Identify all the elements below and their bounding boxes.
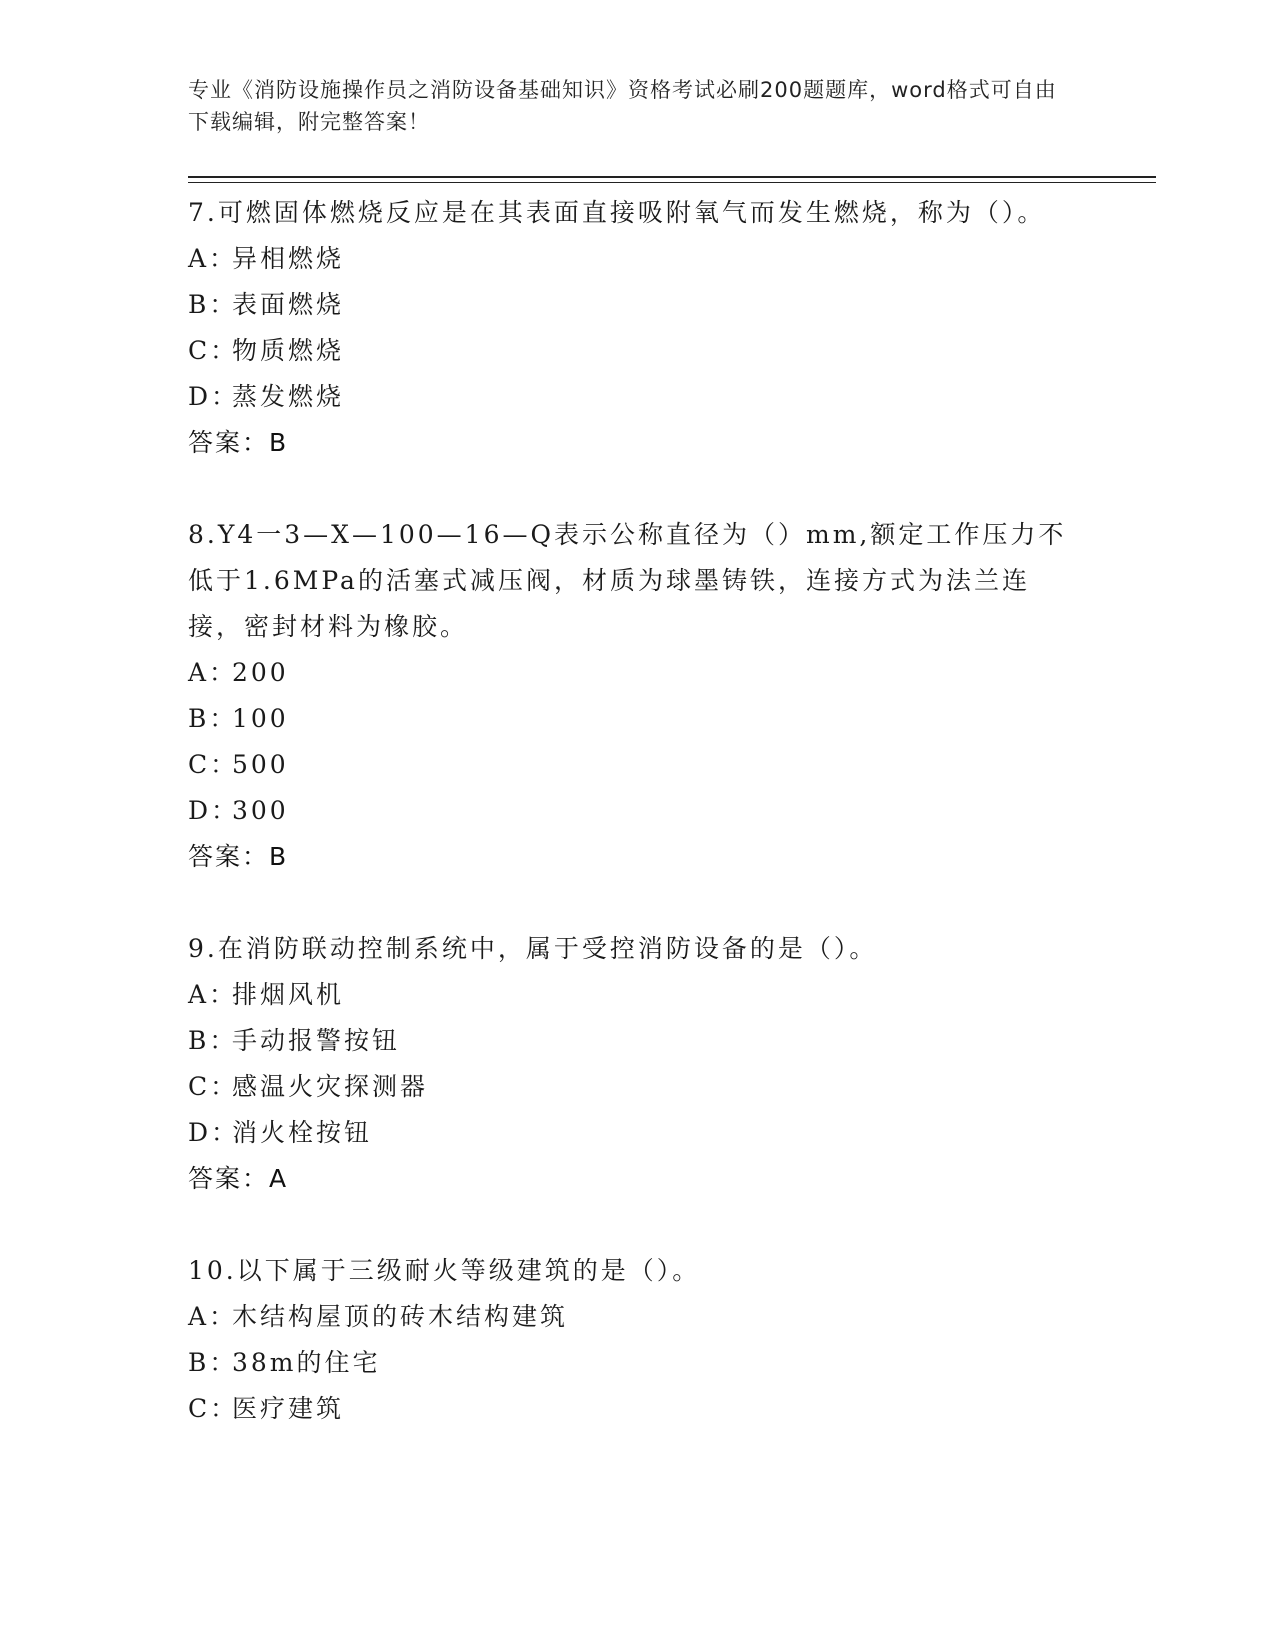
- option-text: 消火栓按钮: [232, 1118, 373, 1147]
- question-10: [188, 1248, 1068, 1432]
- header-divider-thick: [188, 176, 1156, 178]
- option-key: B：: [188, 1026, 238, 1055]
- option-b: [188, 696, 1068, 742]
- option-c: [188, 1064, 1068, 1110]
- option-key: C：: [188, 336, 239, 365]
- option-d: [188, 788, 1068, 834]
- option-text: 感温火灾探测器: [232, 1072, 429, 1101]
- option-text: 医疗建筑: [232, 1394, 345, 1423]
- option-text: 蒸发燃烧: [232, 382, 345, 411]
- spacer: [188, 1202, 1068, 1248]
- option-a: [188, 972, 1068, 1018]
- option-text: 500: [232, 750, 289, 779]
- option-text: 异相燃烧: [232, 244, 345, 273]
- option-text: 200: [232, 658, 289, 687]
- option-text: 手动报警按钮: [232, 1026, 401, 1055]
- question-7: [188, 190, 1068, 466]
- option-key: D：: [188, 1118, 240, 1147]
- answer-line: 答案：A: [188, 1164, 289, 1193]
- option-text: 100: [232, 704, 289, 733]
- option-key: C：: [188, 1394, 239, 1423]
- option-text: 排烟风机: [232, 980, 345, 1009]
- option-key: A：: [188, 658, 238, 687]
- option-key: D：: [188, 796, 240, 825]
- option-text: 38m的住宅: [232, 1348, 381, 1377]
- option-text: 木结构屋顶的砖木结构建筑: [232, 1302, 569, 1331]
- option-a: [188, 650, 1068, 696]
- option-key: C：: [188, 750, 239, 779]
- option-key: A：: [188, 244, 238, 273]
- option-c: [188, 1386, 1068, 1432]
- answer-line: 答案：B: [188, 842, 289, 871]
- option-c: [188, 328, 1068, 374]
- option-b: [188, 1340, 1068, 1386]
- option-key: A：: [188, 1302, 238, 1331]
- option-key: B：: [188, 290, 238, 319]
- option-key: A：: [188, 980, 238, 1009]
- question-list: [188, 190, 1068, 1432]
- option-key: B：: [188, 704, 238, 733]
- spacer: [188, 466, 1068, 512]
- option-b: [188, 282, 1068, 328]
- option-key: B：: [188, 1348, 238, 1377]
- question-8: [188, 512, 1068, 880]
- spacer: [188, 880, 1068, 926]
- option-d: [188, 374, 1068, 420]
- question-text: 7.可燃固体燃烧反应是在其表面直接吸附氧气而发生燃烧，称为（）。: [188, 198, 1046, 227]
- option-a: [188, 236, 1068, 282]
- option-b: [188, 1018, 1068, 1064]
- option-c: [188, 742, 1068, 788]
- option-key: C：: [188, 1072, 239, 1101]
- option-text: 300: [232, 796, 289, 825]
- answer-line: 答案：B: [188, 428, 289, 457]
- option-text: 物质燃烧: [232, 336, 345, 365]
- option-key: D：: [188, 382, 240, 411]
- question-9: [188, 926, 1068, 1202]
- document-header: 专业《消防设施操作员之消防设备基础知识》资格考试必刷200题题库，word格式可自由下载编辑，附完整答案！: [188, 78, 1057, 134]
- question-text: 9.在消防联动控制系统中，属于受控消防设备的是（）。: [188, 934, 878, 963]
- question-text: 10.以下属于三级耐火等级建筑的是（）。: [188, 1256, 701, 1285]
- option-text: 表面燃烧: [232, 290, 345, 319]
- question-text: 8.Y4一3—X—100—16—Q表示公称直径为（）mm,额定工作压力不低于1.6MPa的活塞式减压阀，材质为球墨铸铁，连接方式为法兰连接，密封材料为橡胶。: [188, 520, 1067, 641]
- header-divider-thin: [188, 182, 1156, 183]
- option-a: [188, 1294, 1068, 1340]
- option-d: [188, 1110, 1068, 1156]
